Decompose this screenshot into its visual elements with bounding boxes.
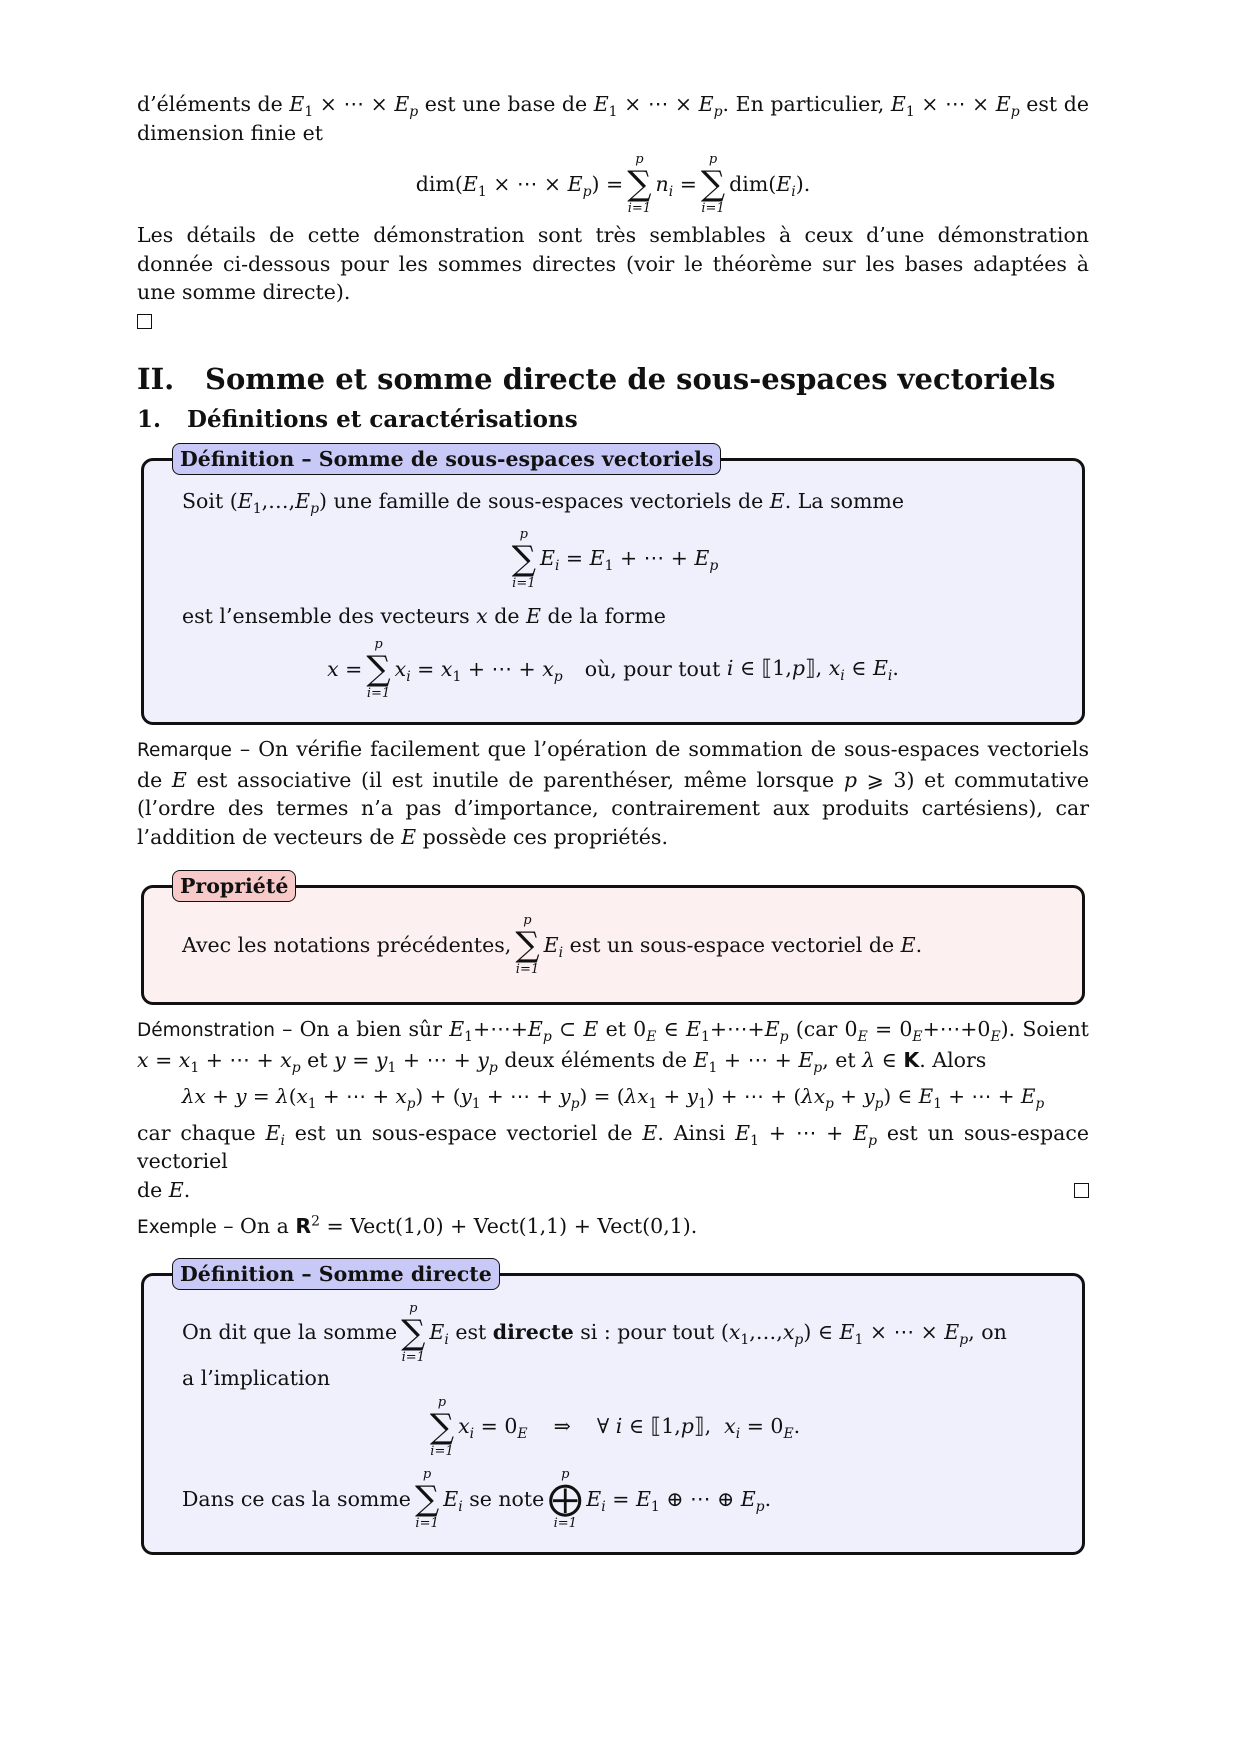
remark-paragraph: Remarque – On vérifie facilement que l’opération de sommation de sous-espaces vectoriels de E est associative (il est inutile de parenthéser, même lorsque p ⩾ 3) et commutative (l’ordre des termes n’a pas d’importance, contrairement aux produits cartésiens), car l’addition de vecteurs de E possède ces propriétés. <box>137 737 1089 849</box>
direct-sum-symbol: p ⨁ i=1 <box>548 1467 583 1531</box>
intro-paragraph: d’éléments de $E_1$ × ⋯ × $E_p$ est une base de $E_1$ × ⋯ × $E_p$. En particulier, $E_1$ × ⋯ × $E_p$ est de dimension finie et <box>137 92 1089 145</box>
sum-symbol: p ∑ i=1 <box>700 152 726 216</box>
subsection-heading: 1. Définitions et caractérisations <box>137 405 578 433</box>
qed-symbol <box>1074 1183 1089 1198</box>
details-paragraph: Les détails de cette démonstration sont très semblables à ceux d’une démonstration donnée ci-dessous pour les sommes directes (voir le théorème sur les bases adaptées à une somme directe). <box>137 223 1089 304</box>
sum-symbol: p ∑ i=1 <box>401 1300 426 1365</box>
section-heading: II. Somme et somme directe de sous-espaces vectoriels <box>137 362 1056 396</box>
sum-symbol: p ∑ i=1 <box>627 152 652 216</box>
property-tag: Propriété <box>172 870 296 902</box>
definition-box-sum: Définition – Somme de sous-espaces vectoriels Soit $(E_1,\dots,E_p)$ une famille de sous-espaces vectoriels de E. La somme p ∑ i=1 $E_i = E_1$ + ⋯ + $E_p$ est l’ensemble des vecteurs x de E de la forme x = p ∑ i=1 $x_i = x_1$ + ⋯ + $x_p$ où, pour tout i ∈ ⟦1,p⟧, $x_i$ ∈ $E_i$. <box>141 458 1085 725</box>
qed-symbol <box>137 314 152 329</box>
sum-symbol: p ∑ i=1 <box>511 526 536 591</box>
demonstration-formula: $\lambda x + y = \lambda(x_1$ + ⋯ + $x_p) + (y_1$ + ⋯ + $y_p) = (\lambda x_1 + y_1)$ + ⋯ + $(\lambda x_p + y_p)$ ∈ $E_1$ + ⋯ + $E_p$ <box>181 1084 1045 1112</box>
sum-symbol: p ∑ i=1 <box>366 637 391 701</box>
page-content: d’éléments de $E_1$ × ⋯ × $E_p$ est une base de $E_1$ × ⋯ × $E_p$. En particulier, $E_1$ × ⋯ × $E_p$ est de dimension finie et $dim(E_1$ × ⋯ × $E_p$) = p ∑ i=1 $n_i$ = p ∑ i=1 $dim(E_i)$. Les détails de cette démonstration sont très semblables à ceux d’une démonstration donnée ci-dessous pour les sommes directes (voir le théorème sur les bases adaptées à une somme directe). II. Somme et somme directe de sous-espaces vectoriels 1. Définitions et caractérisations Définition – Somme de sous-espaces vectoriels Soit $(E_1,\dots,E_p)$ une famille de sous-espaces vectoriels de E. La somme p ∑ i=1 $E_i = E_1$ + ⋯ + $E_p$ est l’ensemble des vecteurs x de E de la forme x = p ∑ i=1 $x_i = x_1$ + ⋯ + $x_p$ où, pour tout i ∈ ⟦1,p⟧, $x_i$ ∈ $E_i$. Remarque – On vérifie facilement que l’opération de sommation de sous-espaces vectoriels de E est associative (il est inutile de parenthéser, même lorsque p ⩾ 3) et commutative (l’ordre des termes n’a pas d’importance, contrairement aux produits cartésiens), car l’addition de vecteurs de E possède ces propriétés. Propriété Avec les notations précédentes, p ∑ i=1 $E_i$ est un sous-espace vectoriel de E . Démonstration – On a bien sûr $E_1+\cdots+E_p$ ⊂ E et $0_E$ ∈ $E_1+\cdots+E_p$ (car $0_E$ = $0_E+\cdots+0_E$). Soient $x = x_1$ + ⋯ + $x_p$ et $y = y_1$ + ⋯ + $y_p$ deux éléments de $E_1$ + ⋯ + $E_p$, et λ ∈ K. Alors $\lambda x + y = \lambda(x_1$ + ⋯ + $x_p) + (y_1$ + ⋯ + $y_p) = (\lambda x_1 + y_1)$ + ⋯ + $(\lambda x_p + y_p)$ ∈ $E_1$ + ⋯ + $E_p$ car chaque $E_i$ est un sous-espace vectoriel de E. Ainsi $E_1$ + ⋯ + $E_p$ est un sous-espace vectoriel de E. Exemple – On a $R^2$ = Vect(1,0) + Vect(1,1) + Vect(0,1). Définition – Somme directe On dit que la somme p ∑ i=1 $E_i$ est directe si : pour tout $(x_1,\dots,x_p)$ ∈ $E_1$ × ⋯ × $E_p$ , on a l’implication p ∑ i=1 $x_i = 0_E$ ⇒ ∀ i ∈ ⟦1,p⟧, $x_i = 0_E$. Dans ce cas la somme p ∑ i=1 $E_i$ se note p ⨁ i=1 $E_i = E_1$ ⊕ ⋯ ⊕ $E_p$. <box>137 90 1089 1565</box>
dimension-formula: $dim(E_1$ × ⋯ × $E_p$) = p ∑ i=1 $n_i$ = p ∑ i=1 $dim(E_i)$. <box>415 152 811 216</box>
definition-tag: Définition – Somme de sous-espaces vectoriels <box>172 443 721 475</box>
demonstration-paragraph: Démonstration – On a bien sûr $E_1+\cdots+E_p$ ⊂ E et $0_E$ ∈ $E_1+\cdots+E_p$ (car $0_E$ = $0_E+\cdots+0_E$). Soient $x = x_1$ + ⋯ + $x_p$ et $y = y_1$ + ⋯ + $y_p$ deux éléments de $E_1$ + ⋯ + $E_p$, et λ ∈ K. Alors <box>137 1017 1089 1076</box>
sum-symbol: p ∑ i=1 <box>414 1467 440 1531</box>
sum-symbol: p ∑ i=1 <box>429 1395 455 1459</box>
definition-box-direct-sum: Définition – Somme directe On dit que la somme p ∑ i=1 $E_i$ est directe si : pour tout $(x_1,\dots,x_p)$ ∈ $E_1$ × ⋯ × $E_p$ , on a l’implication p ∑ i=1 $x_i = 0_E$ ⇒ ∀ i ∈ ⟦1,p⟧, $x_i = 0_E$. Dans ce cas la somme p ∑ i=1 $E_i$ se note p ⨁ i=1 $E_i = E_1$ ⊕ ⋯ ⊕ $E_p$. <box>141 1273 1085 1556</box>
sum-symbol: p ∑ i=1 <box>515 913 540 977</box>
property-box: Propriété Avec les notations précédentes, p ∑ i=1 $E_i$ est un sous-espace vectoriel de E . <box>141 885 1085 1005</box>
definition-tag: Définition – Somme directe <box>172 1258 500 1290</box>
example-paragraph: Exemple – On a $R^2$ = Vect(1,0) + Vect(1,1) + Vect(0,1). <box>137 1213 698 1238</box>
demonstration-conclusion: car chaque $E_i$ est un sous-espace vectoriel de E. Ainsi $E_1$ + ⋯ + $E_p$ est un sous-espace vectoriel <box>137 1120 1089 1173</box>
